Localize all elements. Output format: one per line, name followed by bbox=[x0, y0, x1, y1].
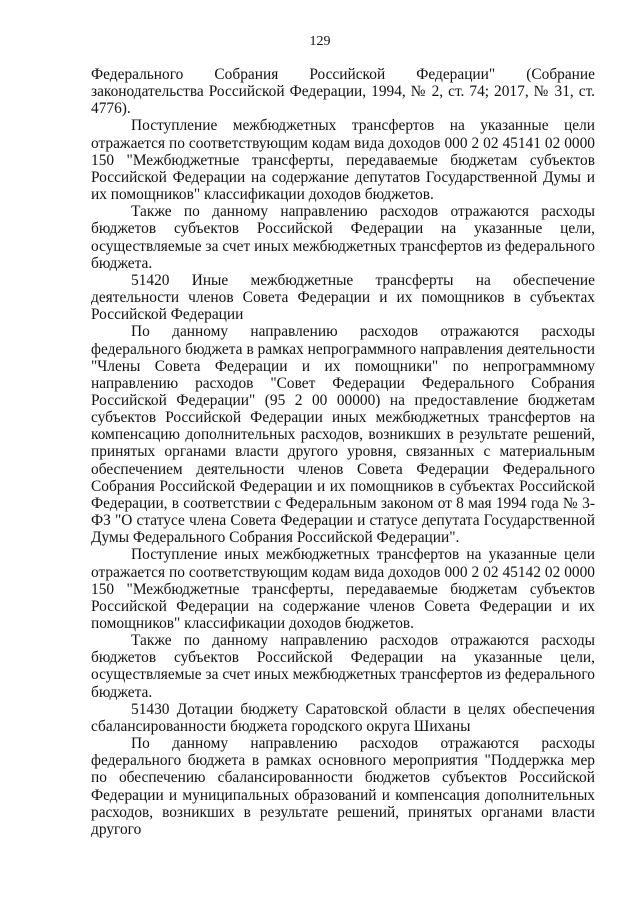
paragraph-continuation: Федерального Собрания Российской Федерации" (Собрание законодательства Российской Федерации, 1994, № 2, ст. 74; 2017, № 31, ст. 4776). bbox=[91, 66, 595, 118]
section-heading-51430: 51430 Дотации бюджету Саратовской области в целях обеспечения сбалансированности бюджета городского округа Шиханы bbox=[91, 700, 595, 735]
document-body bbox=[91, 66, 595, 838]
paragraph: Поступление межбюджетных трансфертов на указанные цели отражается по соответствующим кодам вида доходов 000 2 02 45141 02 0000 150 "Межбюджетные трансферты, передаваемые бюджетам субъектов Российской Федерации на содержание депутатов Государственной Думы и их помощников" классификации доходов бюджетов. bbox=[91, 117, 595, 204]
paragraph: Также по данному направлению расходов отражаются расходы бюджетов субъектов Российской Федерации на указанные цели, осуществляемые за счет иных межбюджетных трансфертов из федерального бюджета. bbox=[91, 203, 595, 272]
paragraph: По данному направлению расходов отражаются расходы федерального бюджета в рамках непрограммного направления деятельности "Члены Совета Федерации и их помощники" по непрограммному направлению расходов "Совет Федерации Федерального Собрания Российской Федерации" (95 2 00 00000) на предоставление бюджетам субъектов Российской Федерации иных межбюджетных трансфертов на компенсацию дополнительных расходов, возникших в результате решений, принятых органами власти другого уровня, связанных с материальным обеспечением деятельности членов Совета Федерации Федерального Собрания Российской Федерации и их помощников в субъектах Российской Федерации, в соответствии с Федеральным законом от 8 мая 1994 года № 3-ФЗ "О статусе члена Совета Федерации и статусе депутата Государственной Думы Федерального Собрания Российской Федерации". bbox=[91, 323, 595, 547]
section-heading-51420: 51420 Иные межбюджетные трансферты на обеспечение деятельности членов Совета Федерации и их помощников в субъектах Российской Федерации bbox=[91, 271, 595, 324]
paragraph-truncated: По данному направлению расходов отражаются расходы федерального бюджета в рамках основного мероприятия "Поддержка мер по обеспечению сбалансированности бюджетов субъектов Российской Федерации и муниципальных образований и компенсация дополнительных расходов, возникших в результате решений, принятых органами власти другого bbox=[91, 735, 595, 838]
paragraph: Также по данному направлению расходов отражаются расходы бюджетов субъектов Российской Федерации на указанные цели, осуществляемые за счет иных межбюджетных трансфертов из федерального бюджета. bbox=[91, 632, 595, 701]
paragraph: Поступление иных межбюджетных трансфертов на указанные цели отражается по соответствующим кодам вида доходов 000 2 02 45142 02 0000 150 "Межбюджетные трансферты, передаваемые бюджетам субъектов Российской Федерации на содержание членов Совета Федерации и их помощников" классификации доходов бюджетов. bbox=[91, 546, 595, 632]
page-number: 129 bbox=[309, 34, 331, 49]
